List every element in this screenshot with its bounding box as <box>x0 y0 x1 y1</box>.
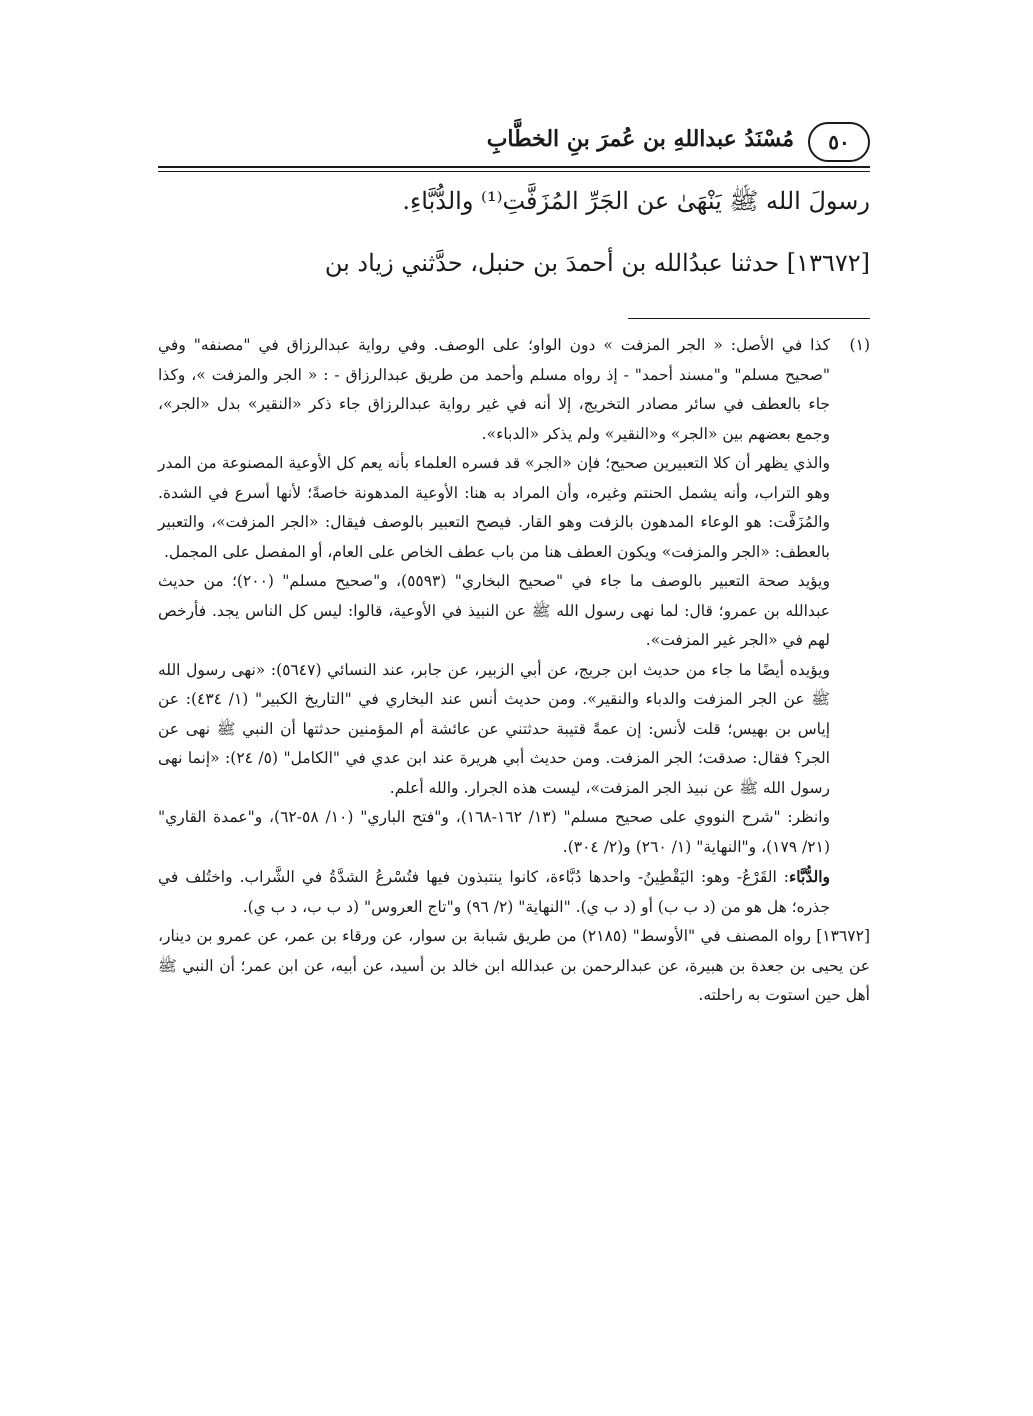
footnote-paragraph: ويؤيد صحة التعبير بالوصف ما جاء في "صحيح البخاري" (٥٥٩٣)، و"صحيح مسلم" (٢٠٠)؛ من حديث عبدالله بن عمرو؛ قال: لما نهى رسول الله ﷺ عن النبيذ في الأوعية، قالوا: ليس كل الناس يجد. فأرخص لهم في «الجر غير المزفت». <box>158 572 830 649</box>
footnote-paragraph: والذي يظهر أن كلا التعبيرين صحيح؛ فإن «الجر» قد فسره العلماء بأنه يعم كل الأوعية المصنوعة من المدر وهو التراب، وأنه يشمل الحنتم وغيره، وأن المراد به هنا: الأوعية المدهونة خاصةً؛ لأنها أسرع في الشدة. والمُزَفَّت: هو الوعاء المدهون بالزفت وهو القار. فيصح التعبير بالوصف فيقال: «الجر المزفت»، والتعبير بالعطف: «الجر والمزفت» ويكون العطف هنا من باب عطف الخاص على العام، أو المفصل على المجمل. <box>158 454 830 561</box>
hadith-intro: [١٣٦٧٢] حدثنا عبدُالله بن أحمدَ بن حنبل، حدَّثني زياد بن <box>324 249 870 277</box>
book-title: مُسْنَدُ عبداللهِ بن عُمرَ بنِ الخطَّابِ <box>486 126 794 152</box>
footnote-1 <box>158 331 870 922</box>
dubba-lead-term: والدُّبَّاء <box>789 867 830 886</box>
footnote-separator <box>628 318 870 319</box>
header-rule-thin <box>158 171 870 172</box>
book-page <box>158 100 870 1011</box>
running-header <box>158 100 870 166</box>
header-rule-thick <box>158 166 870 168</box>
page-number-badge: ٥٠ <box>808 122 870 162</box>
footnotes <box>158 331 870 1011</box>
footnote-marker: (١) <box>849 336 870 354</box>
footnote-paragraph: كذا في الأصل: « الجر المزفت » دون الواو؛ على الوصف. وفي رواية عبدالرزاق في "مصنفه" وفي "صحيح مسلم" و"مسند أحمد" - إذ رواه مسلم وأحمد من طريق عبدالرزاق - : « الجر والمزفت »، وكذا جاء بالعطف في سائر مصادر التخريج، إلا أنه في غير رواية عبدالرزاق جاء ذكر «النقير» بدل «الجر»، وجمع بعضهم بين «الجر» و«النقير» ولم يذكر «الدباء». <box>158 336 830 443</box>
footnote-paragraph: وانظر: "شرح النووي على صحيح مسلم" (١٣/ ١٦٢-١٦٨)، و"فتح الباري" (١٠/ ٥٨-٦٢)، و"عمدة القاري" (٢١/ ١٧٩)، و"النهاية" (١/ ٢٦٠) و(٢/ ٣٠٤). <box>158 808 830 856</box>
footnote-body <box>158 331 830 922</box>
main-text-line: رسولَ الله ﷺ يَنْهَىٰ عن الجَرِّ المُزَفَّتِ⁽¹⁾ والدُّبَّاءِ. <box>402 187 870 215</box>
dubba-definition: : القَرْعُ- وهو: اليَقْطِينُ- واحدها دُبَّاءة، كانوا ينتبذون فيها فتُسْرعُ الشدَّةُ في الشَّراب. واختُلف في جذره؛ هل هو من (د ب ب) أو (د ب ي). "النهاية" (٢/ ٩٦) و"تاج العروس" (د ب ب، د ب ي). <box>158 868 830 916</box>
footnote-paragraph: ويؤيده أيضًا ما جاء من حديث ابن جريج، عن أبي الزبير، عن جابر، عند النسائي (٥٦٤٧): «نهى رسول الله ﷺ عن الجر المزفت والدباء والنقير». ومن حديث أنس عند البخاري في "التاريخ الكبير" (١/ ٤٣٤): عن إياس بن بهيس؛ قلت لأنس: إن عمةً قتيبة حدثتني عن عائشة أم المؤمنين حدثتها أن النبي ﷺ نهى عن الجر؟ فقال: صدقت؛ الجر المزفت. ومن حديث أبي هريرة عند ابن عدي في "الكامل" (٥/ ٢٤): «إنما نهى رسول الله ﷺ عن نبيذ الجر المزفت»، ليست هذه الجرار. والله أعلم. <box>158 660 831 797</box>
hadith-takhrij-note: [١٣٦٧٢] رواه المصنف في "الأوسط" (٢١٨٥) من طريق شبابة بن سوار، عن ورقاء بن عمر، عن عمرو بن دينار، عن يحيى بن جعدة بن هبيرة، عن عبدالرحمن بن عبدالله ابن خالد بن أسيد، عن أبيه، عن ابن عمر؛ أن النبي ﷺ أهل حين استوت به راحلته. <box>158 927 870 1004</box>
footnote-paragraph-dubba <box>158 862 830 922</box>
